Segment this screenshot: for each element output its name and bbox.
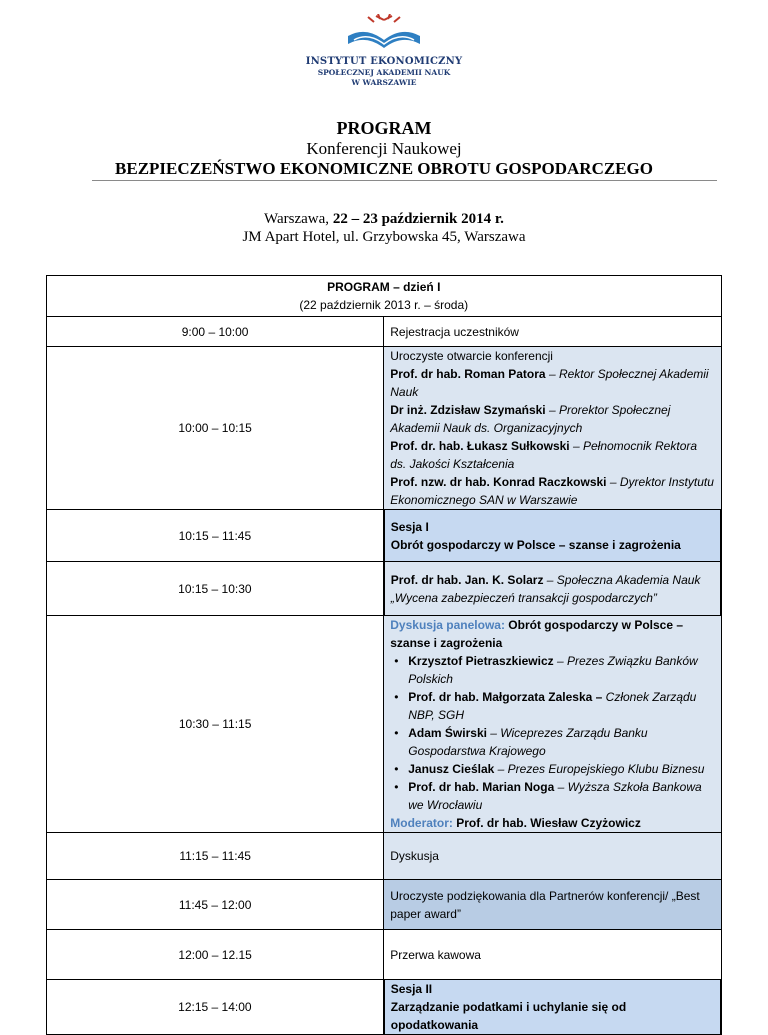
- table-row: [47, 833, 722, 880]
- list-item: • Adam Świrski – Wiceprezes Zarządu Banku Gospodarstwa Krajowego: [408, 724, 714, 760]
- moderator-line: Moderator: Prof. dr hab. Wiesław Czyżowicz: [390, 816, 641, 830]
- table-row: [47, 880, 722, 930]
- list-item: • Prof. dr hab. Marian Noga – Wyższa Szkoła Bankowa we Wrocławiu: [408, 778, 714, 814]
- program-table: [46, 275, 722, 1035]
- day-title: PROGRAM – dzień I: [327, 280, 441, 294]
- header-divider: [92, 180, 717, 181]
- row-time: 10:30 – 11:15: [47, 616, 384, 833]
- row-time: 10:15 – 11:45: [47, 510, 384, 562]
- institute-name: INSTYTUT EKONOMICZNY: [305, 56, 463, 67]
- opening-title: Uroczyste otwarcie konferencji: [390, 349, 553, 363]
- row-time: 10:00 – 10:15: [47, 347, 384, 510]
- row-time: 9:00 – 10:00: [47, 317, 384, 347]
- day-header-row: [47, 276, 722, 317]
- table-row: [47, 317, 722, 347]
- session-row: [47, 510, 722, 562]
- conference-venue: JM Apart Hotel, ul. Grzybowska 45, Warszawa: [242, 229, 526, 245]
- day-header: [47, 276, 722, 317]
- table-row: [47, 930, 722, 980]
- panel-heading: Dyskusja panelowa: Obrót gospodarczy w Polsce – szanse i zagrożenia: [390, 618, 684, 650]
- opening-cell: [384, 347, 721, 510]
- row-text: Uroczyste podziękowania dla Partnerów konferencji/ „Best paper award”: [384, 880, 721, 930]
- session-label: Sesja II: [390, 982, 433, 996]
- day-date: (22 październik 2013 r. – środa): [299, 298, 469, 312]
- document-title: PROGRAM: [336, 118, 432, 138]
- row-text: Rejestracja uczestników: [384, 317, 721, 347]
- table-row: [47, 616, 722, 833]
- list-item: • Janusz Cieślak – Prezes Europejskiego Klubu Biznesu: [408, 760, 714, 778]
- session-title: Obrót gospodarczy w Polsce – szanse i zagrożenia: [390, 537, 681, 552]
- session-title: Zarządzanie podatkami i uchylanie się od opodatkowania: [390, 1000, 627, 1032]
- row-time: 12:00 – 12.15: [47, 930, 384, 980]
- speaker-line: Prof. dr hab. Jan. K. Solarz – Społeczna Akademia Nauk: [390, 572, 701, 587]
- conference-date: Warszawa, 22 – 23 październik 2014 r.: [264, 211, 504, 227]
- session-cell: [384, 510, 721, 562]
- talk-title: „Wycena zabezpieczeń transakcji gospodarczych”: [390, 590, 657, 605]
- row-time: 11:45 – 12:00: [47, 880, 384, 930]
- speaker-line: Prof. nzw. dr hab. Konrad Raczkowski – Dyrektor Instytutu Ekonomicznego SAN w Warszawie: [390, 475, 714, 507]
- talk-cell: [384, 562, 721, 616]
- row-text: Dyskusja: [384, 833, 721, 880]
- session-cell: [384, 980, 721, 1035]
- document-subtitle: Konferencji Naukowej: [306, 139, 462, 158]
- table-row: [47, 562, 722, 616]
- session-row: [47, 980, 722, 1035]
- row-time: 10:15 – 10:30: [47, 562, 384, 616]
- session-label: Sesja I: [390, 519, 429, 534]
- institute-name-line3: W WARSZAWIE: [351, 78, 417, 87]
- speaker-line: Prof. dr. hab. Łukasz Sułkowski – Pełnomocnik Rektora ds. Jakości Kształcenia: [390, 439, 698, 471]
- panel-cell: [384, 616, 721, 833]
- speaker-line: Dr inż. Zdzisław Szymański – Prorektor Społecznej Akademii Nauk ds. Organizacyjnych: [390, 403, 671, 435]
- row-time: 11:15 – 11:45: [47, 833, 384, 880]
- list-item: • Krzysztof Pietraszkiewicz – Prezes Związku Banków Polskich: [408, 652, 714, 688]
- row-text: Przerwa kawowa: [384, 930, 721, 980]
- speaker-line: Prof. dr hab. Roman Patora – Rektor Społecznej Akademii Nauk: [390, 367, 709, 399]
- table-row: [47, 347, 722, 510]
- institute-name-line2: SPOŁECZNEJ AKADEMII NAUK: [317, 68, 451, 77]
- row-time: 12:15 – 14:00: [47, 980, 384, 1035]
- conference-name: BEZPIECZEŃSTWO EKONOMICZNE OBROTU GOSPODARCZEGO: [115, 159, 653, 178]
- institute-logo-icon: [334, 14, 434, 54]
- list-item: • Prof. dr hab. Małgorzata Zaleska – Członek Zarządu NBP, SGH: [408, 688, 714, 724]
- panelist-list: [390, 652, 714, 814]
